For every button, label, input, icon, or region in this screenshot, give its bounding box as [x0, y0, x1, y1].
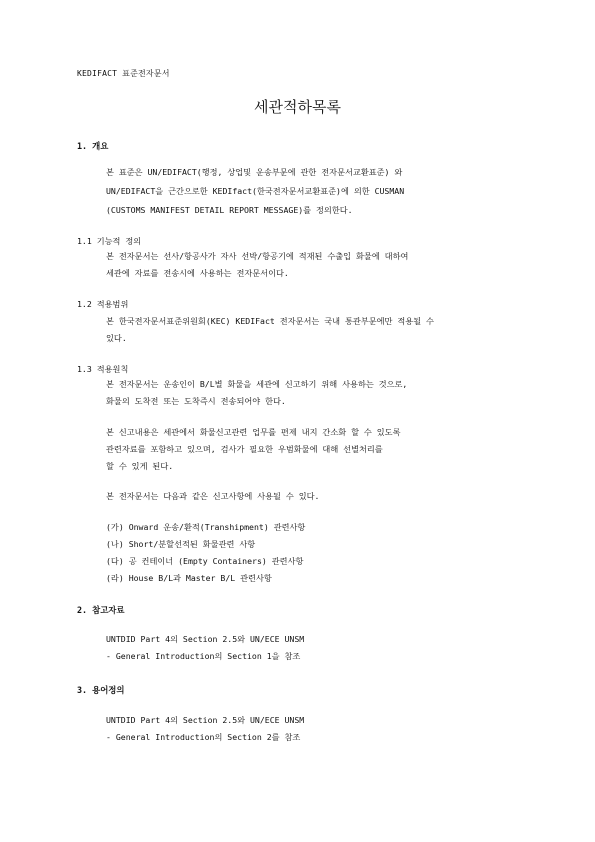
scope-line-2: 있다.: [106, 333, 127, 343]
section-heading-overview: 1. 개요: [77, 141, 109, 151]
principle-line-2: 화물의 도착전 또는 도착즉시 전송되어야 한다.: [106, 396, 286, 406]
scope-line-1: 본 한국전자문서표준위원회(KEC) KEDIFact 전자문서는 국내 통관부문에만 적용될 수: [106, 316, 434, 326]
principle-line-5: 할 수 있게 된다.: [106, 461, 174, 471]
overview-line-1: 본 표준은 UN/EDIFACT(행정, 상업및 운송부문에 관한 전자문서교환표준) 와: [106, 167, 403, 177]
principle-list-item-ga: (가) Onward 운송/환적(Transhipment) 관련사항: [106, 522, 306, 532]
section-heading-terms: 3. 용어정의: [77, 685, 125, 695]
principle-line-6: 본 전자문서는 다음과 같은 신고사항에 사용될 수 있다.: [106, 491, 320, 501]
references-line-2: - General Introduction의 Section 1을 참조: [106, 651, 301, 661]
section-heading-references: 2. 참고자료: [77, 605, 125, 615]
section-heading-scope: 1.2 적용범위: [77, 299, 129, 309]
principle-list-item-na: (나) Short/분할선적된 화물관련 사항: [106, 539, 256, 549]
terms-line-2: - General Introduction의 Section 2를 참조: [106, 732, 301, 742]
page-title: 세관적하목록: [254, 98, 341, 116]
function-line-2: 세관에 자료를 전송시에 사용하는 전자문서이다.: [106, 268, 289, 278]
principle-list-item-ra: (라) House B/L과 Master B/L 관련사항: [106, 573, 272, 583]
principle-list-item-da: (다) 공 컨테이너 (Empty Containers) 관련사항: [106, 556, 304, 566]
section-heading-function: 1.1 기능적 정의: [77, 236, 142, 246]
overview-line-2: UN/EDIFACT을 근간으로한 KEDIfact(한국전자문서교환표준)에 의한 CUSMAN: [106, 186, 405, 196]
terms-line-1: UNTDID Part 4의 Section 2.5와 UN/ECE UNSM: [106, 715, 305, 725]
overview-line-3: (CUSTOMS MANIFEST DETAIL REPORT MESSAGE)를 정의한다.: [106, 205, 353, 215]
function-line-1: 본 전자문서는 선사/항공사가 자사 선박/항공기에 적재된 수출입 화물에 대하여: [106, 251, 409, 261]
principle-line-4: 관련자료를 포함하고 있으며, 검사가 필요한 우범화물에 대해 선별처리를: [106, 444, 383, 454]
references-line-1: UNTDID Part 4의 Section 2.5와 UN/ECE UNSM: [106, 634, 305, 644]
section-heading-principle: 1.3 적용원칙: [77, 364, 129, 374]
principle-line-1: 본 전자문서는 운송인이 B/L별 화물을 세관에 신고하기 위해 사용하는 것으로,: [106, 379, 408, 389]
principle-line-3: 본 신고내용은 세관에서 화물신고관련 업무를 편제 내지 간소화 할 수 있도록: [106, 427, 401, 437]
document-header: KEDIFACT 표준전자문서: [77, 69, 170, 78]
